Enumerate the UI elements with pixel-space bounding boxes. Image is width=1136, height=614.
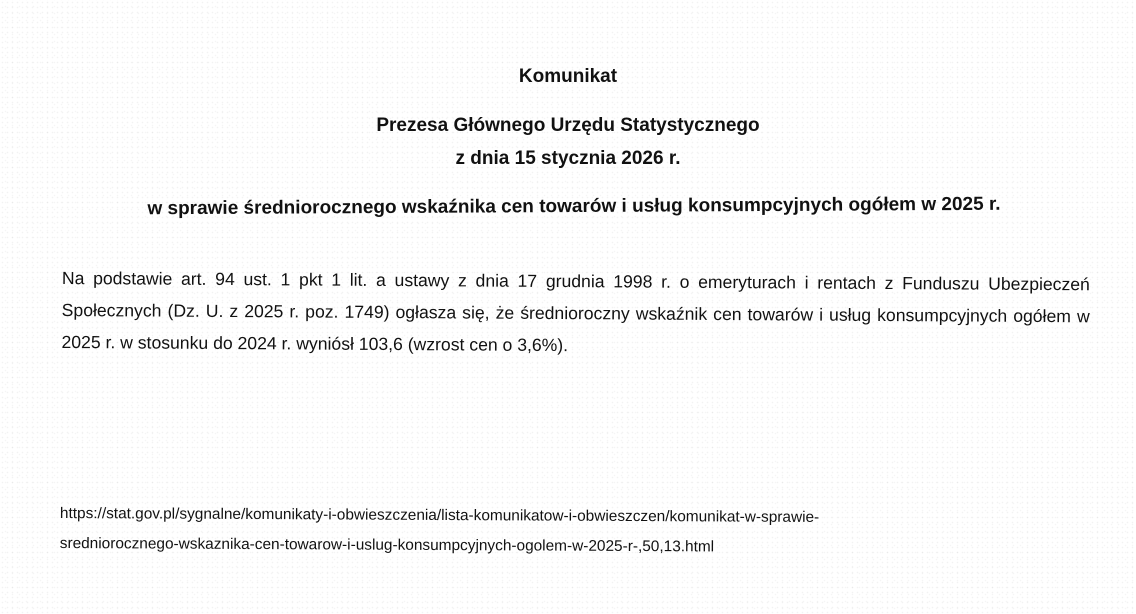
source-url-line-1: https://stat.gov.pl/sygnalne/komunikaty-i-obwieszczenia/lista-komunikatow-i-obwieszczen/komunikat-w-sprawie- bbox=[59, 504, 820, 526]
document-title: Komunikat bbox=[518, 66, 618, 87]
document-issuer: Prezesa Głównego Urzędu Statystycznego bbox=[376, 115, 760, 136]
source-url-line-2: sredniorocznego-wskaznika-cen-towarow-i-uslug-konsumpcyjnych-ogolem-w-2025-r-,50,13.html bbox=[59, 534, 715, 556]
document-subject: w sprawie średniorocznego wskaźnika cen towarów i usług konsumpcyjnych ogółem w 2025 r. bbox=[147, 193, 1001, 220]
source-url bbox=[60, 499, 1100, 564]
announcement-paragraph: Na podstawie art. 94 ust. 1 pkt 1 lit. a ustawy z dnia 17 grudnia 1998 r. o emeryturach i rentach z Funduszu Ubezpieczeń Społecznych (Dz. U. z 2025 r. poz. 1749) ogłasza się, że średnioroczny wskaźnik cen towarów i usług konsumpcyjnych ogółem w 2025 r. w stosunku do 2024 r. wyniósł 103,6 (wzrost cen o 3,6%). bbox=[61, 267, 1090, 356]
document-date: z dnia 15 stycznia 2026 r. bbox=[455, 148, 681, 169]
